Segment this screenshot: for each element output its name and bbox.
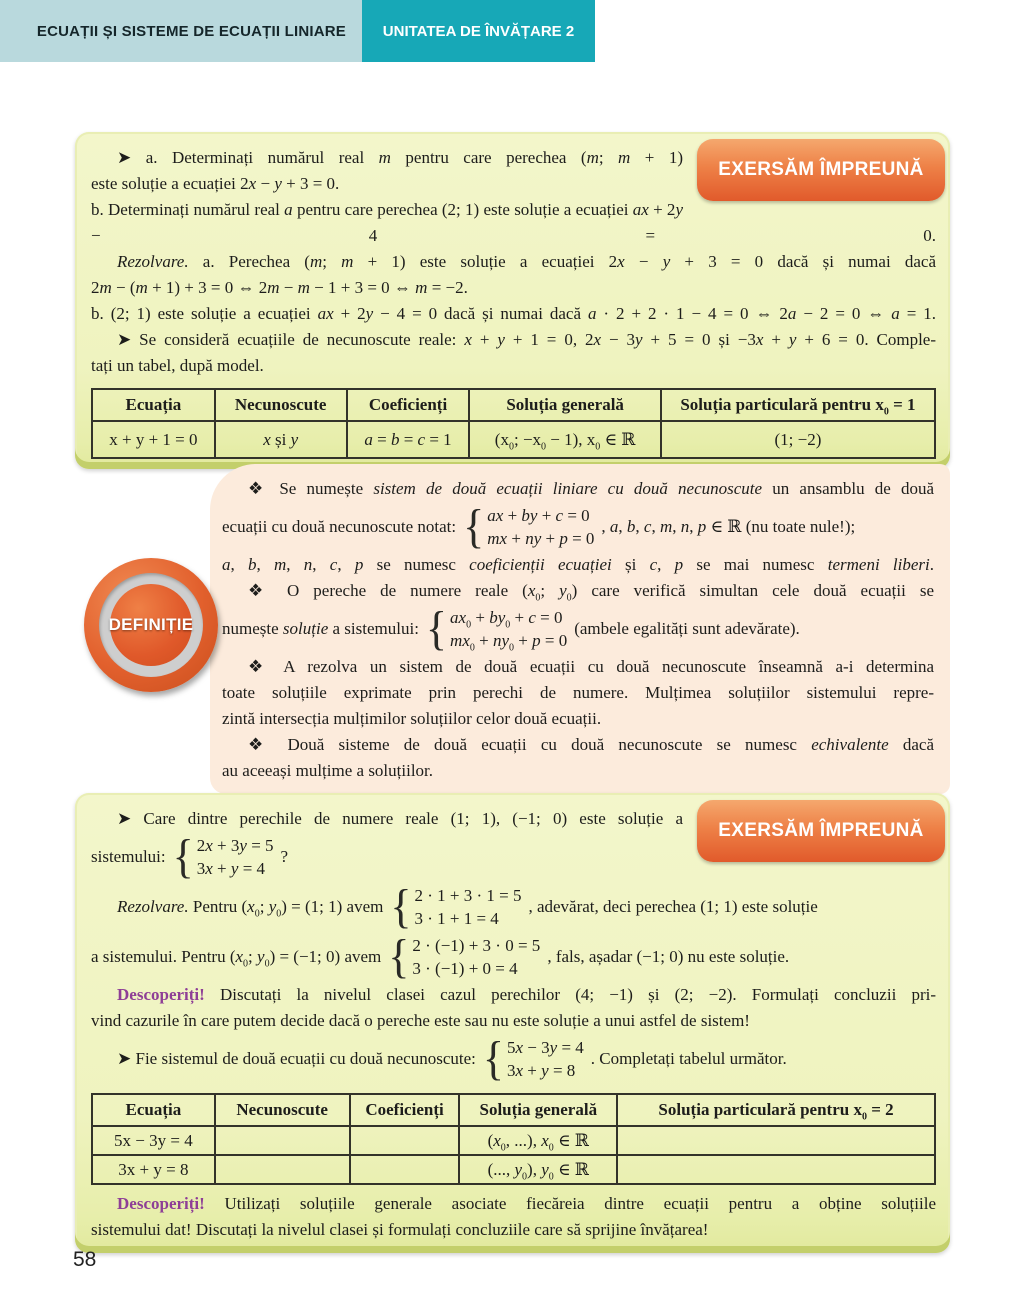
equation-system (388, 930, 541, 983)
box2-system-line-1 (91, 832, 683, 882)
equation-system (172, 830, 274, 883)
box1-line-2: este soluție a ecuației 2x − y + 3 = 0. (91, 174, 340, 193)
box2-discover-2 (91, 1191, 936, 1217)
definition-line-6: zintă intersecția mulțimilor soluțiilor celor două ecuații. (222, 709, 602, 728)
box1-line-3: b. Determinați numărul real a pentru care perechea (2; 1) este soluție a ecuației ax + 2y − 4 = 0. (91, 200, 936, 245)
system-equation-1: 2x + 3y = 5 (196, 836, 274, 855)
table-row (92, 421, 935, 458)
system-brace-icon: { (172, 830, 194, 883)
model-table (91, 388, 936, 459)
col-header-solutia-generala: Soluția generală (469, 389, 660, 421)
box2-discover-1-cont: vind cazurile în care putem decide dacă o pereche este sau nu este soluție a unui astfel de sistem! (91, 1011, 750, 1030)
definition-text: numește soluție a sistemului: (222, 619, 419, 638)
definition-system-line-2 (222, 604, 934, 654)
system-equation-2: 3 · (−1) + 0 = 4 (412, 959, 518, 978)
table-header-row (92, 1094, 935, 1126)
exersam-impreuna-badge (697, 139, 945, 201)
table-cell: (..., $y_0$), $y_0$ ∈ ℝ (459, 1155, 617, 1184)
table-cell-empty (617, 1155, 935, 1184)
definitie-badge (84, 558, 218, 692)
table-cell: ($x_0$; $-x_0 - 1$), $x_0$ ∈ ℝ (469, 421, 660, 458)
box1-line-8: tați un tabel, după model. (91, 356, 264, 375)
equation-system (425, 602, 568, 655)
system-equation-1: ax + by + c = 0 (487, 506, 590, 525)
box2-text: , fals, așadar (−1; 0) nu este soluție. (547, 947, 790, 966)
system-equation-2: 3 · 1 + 1 = 4 (414, 909, 499, 928)
table-cell-empty (617, 1126, 935, 1155)
box2-text: , adevărat, deci perechea (1; 1) este soluție (528, 897, 818, 916)
definition-line-1: ❖ Se numește sistem de două ecuații liniare cu două necunoscute un ansamblu de două (248, 479, 934, 498)
box2-system-line-3 (91, 932, 936, 982)
definition-line-5: toate soluțiile exprimate prin perechi de numere. Mulțimea soluțiilor sistemului repre- (222, 683, 934, 702)
exercise-box-2 (75, 793, 950, 1253)
system-brace-icon: { (388, 930, 410, 983)
exersam-impreuna-label: EXERSĂM ÎMPREUNĂ (718, 820, 924, 841)
descoperiti-label: Descoperiți! (117, 1194, 205, 1213)
definition-line-7: ❖ Două sisteme de două ecuații cu două necunoscute se numesc echivalente dacă (248, 735, 934, 754)
col-header-solutia-particulara: Soluția particulară pentru $x_0 = 1$ (661, 389, 935, 421)
definition-line-2: a, b, m, n, c, p se numesc coeficienții ecuației și c, p se mai numesc termeni liberi. (222, 555, 934, 574)
box2-discover-1 (91, 982, 936, 1008)
box2-text: Utilizați soluțiile generale asociate fiecăreia dintre ecuații pentru a obține soluțiile (224, 1194, 936, 1213)
system-brace-icon: { (425, 602, 448, 655)
box1-line-7: ➤ Se consideră ecuațiile de necunoscute reale: x + y + 1 = 0, 2x − 3y + 5 = 0 și −3x + y + 6 = 0. Comple- (117, 330, 936, 349)
equation-system (463, 500, 595, 553)
box2-text: Rezolvare. Pentru ($x_0$; $y_0) = (1$; 1) avem (117, 897, 384, 920)
col-header-solutia-particulara: Soluția particulară pentru $x_0 = 2$ (617, 1094, 935, 1126)
system-equation-2: mx + ny + p = 0 (487, 529, 595, 548)
page-header (0, 0, 1024, 62)
box2-system-line-4 (91, 1034, 936, 1084)
table-cell: 5x − 3y = 4 (92, 1126, 215, 1155)
unit-title: UNITATEA DE ÎNVĂȚARE 2 (382, 22, 575, 40)
col-header-coeficienti: Coeficienți (350, 1094, 460, 1126)
box2-text: sistemului: (91, 847, 166, 866)
box2-text: . Completați tabelul următor. (590, 1049, 787, 1068)
system-brace-icon: { (463, 500, 485, 553)
table-cell: x și y (215, 421, 347, 458)
col-header-necunoscute: Necunoscute (215, 389, 347, 421)
exercise-box-1 (75, 132, 950, 469)
exersam-impreuna-badge (697, 800, 945, 862)
equation-system (390, 880, 522, 933)
definition-panel (210, 464, 950, 794)
box2-text: Discutați la nivelul clasei cazul perechilor (4; −1) și (2; −2). Formulați concluzii pri- (219, 985, 936, 1004)
box2-system-line-2 (91, 882, 936, 932)
box1-line-4: Rezolvare. a. Perechea (m; m + 1) este soluție a ecuației 2x − y + 3 = 0 dacă și numai dacă (117, 252, 937, 271)
system-equation-1: 5x − 3y = 4 (507, 1038, 584, 1057)
table-cell-empty (350, 1155, 460, 1184)
system-equation-1: 2 · (−1) + 3 · 0 = 5 (412, 936, 541, 955)
page-number: 58 (73, 1248, 97, 1271)
definition-line-8: au aceeași mulțime a soluțiilor. (222, 761, 434, 780)
descoperiti-label: Descoperiți! (117, 985, 205, 1004)
table-row (92, 1126, 935, 1155)
table-cell: (1; −2) (661, 421, 935, 458)
definition-line-3: ❖ O pereche de numere reale ($x_0$; $y_0$) care verifică simultan cele două ecuații se (248, 581, 934, 604)
system-equation-1: $ax_0 + by_0 + c = 0$ (450, 608, 563, 631)
exersam-impreuna-label: EXERSĂM ÎMPREUNĂ (718, 159, 924, 180)
table-cell-empty (215, 1126, 350, 1155)
table-cell: a = b = c = 1 (347, 421, 470, 458)
box2-text: ? (280, 847, 289, 866)
col-header-ecuatia: Ecuația (92, 389, 215, 421)
table-cell: x + y + 1 = 0 (92, 421, 215, 458)
definitie-label: DEFINIȚIE (108, 615, 194, 634)
box2-line-1: ➤ Care dintre perechile de numere reale (1; 1), (−1; 0) este soluție a (117, 809, 683, 828)
system-equation-2: $mx_0 + ny_0 + p = 0$ (450, 631, 568, 654)
system-brace-icon: { (482, 1032, 504, 1085)
table-cell-empty (350, 1126, 460, 1155)
col-header-ecuatia: Ecuația (92, 1094, 215, 1126)
table-cell: ($x_0$, ...), $x_0$ ∈ ℝ (459, 1126, 617, 1155)
col-header-coeficienti: Coeficienți (347, 389, 470, 421)
chapter-title-band (0, 0, 362, 62)
definition-text: ecuații cu două necunoscute notat: (222, 517, 457, 536)
table-row (92, 1155, 935, 1184)
box2-text: a sistemului. Pentru ($x_0$; $y_0) = (-1$; 0) avem (91, 947, 382, 970)
col-header-solutia-generala: Soluția generală (459, 1094, 617, 1126)
system-equation-1: 2 · 1 + 3 · 1 = 5 (414, 886, 522, 905)
system-equation-2: 3x + y = 8 (507, 1061, 576, 1080)
definition-text: , a, b, c, m, n, p ∈ ℝ (nu toate nule!); (601, 517, 856, 536)
definition-line-4: ❖ A rezolva un sistem de două ecuații cu două necunoscute înseamnă a-i determina (248, 657, 934, 676)
box1-line-5: 2m − (m + 1) + 3 = 0 ⇔ 2m − m − 1 + 3 = 0 ⇔ m = −2. (91, 278, 468, 297)
system-brace-icon: { (390, 880, 412, 933)
box1-line-6: b. (2; 1) este soluție a ecuației ax + 2y − 4 = 0 dacă și numai dacă a · 2 + 2 · 1 − 4 = 0 ⇔ 2a − 2 = 0 ⇔ a = 1. (91, 304, 936, 323)
completion-table (91, 1093, 936, 1185)
system-equation-2: 3x + y = 4 (196, 859, 266, 878)
table-cell-empty (215, 1155, 350, 1184)
box1-line-1: ➤ a. Determinați numărul real m pentru care perechea (m; m + 1) (117, 148, 683, 167)
table-header-row (92, 389, 935, 421)
chapter-title: ECUAȚII ȘI SISTEME DE ECUAȚII LINIARE (36, 22, 346, 40)
definition-text: (ambele egalități sunt adevărate). (574, 619, 800, 638)
col-header-necunoscute: Necunoscute (215, 1094, 350, 1126)
box2-discover-2-cont: sistemului dat! Discutați la nivelul clasei și formulați concluziile care să sprijine învățarea! (91, 1220, 709, 1239)
unit-title-band (362, 0, 595, 62)
equation-system (482, 1032, 584, 1085)
table-cell: 3x + y = 8 (92, 1155, 215, 1184)
definition-system-line-1 (222, 502, 934, 552)
box2-text: ➤ Fie sistemul de două ecuații cu două necunoscute: (117, 1049, 476, 1068)
